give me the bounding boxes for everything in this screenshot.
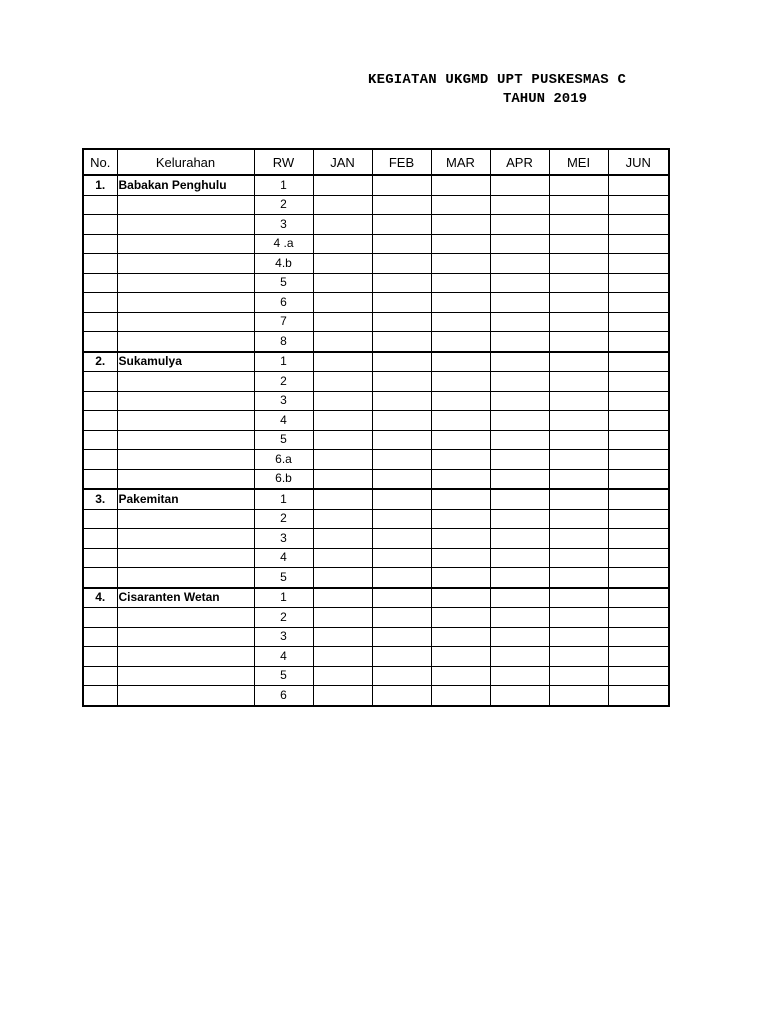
cell-mar[interactable]	[431, 293, 490, 313]
cell-no	[83, 469, 117, 489]
cell-kelurahan: Babakan Penghulu	[117, 175, 254, 195]
column-header-apr: APR	[490, 149, 549, 175]
table-row	[83, 312, 669, 332]
cell-feb[interactable]	[372, 411, 431, 431]
cell-apr[interactable]	[490, 686, 549, 706]
cell-mei[interactable]	[549, 509, 608, 529]
cell-apr[interactable]	[490, 352, 549, 372]
column-header-feb: FEB	[372, 149, 431, 175]
cell-mar[interactable]	[431, 608, 490, 628]
cell-jun[interactable]	[608, 312, 669, 332]
cell-apr[interactable]	[490, 666, 549, 686]
cell-jun[interactable]	[608, 666, 669, 686]
cell-jun[interactable]	[608, 469, 669, 489]
table-row	[83, 234, 669, 254]
cell-feb[interactable]	[372, 273, 431, 293]
column-header-jun: JUN	[608, 149, 669, 175]
cell-rw: 2	[254, 608, 313, 628]
cell-no: 4.	[83, 588, 117, 608]
cell-apr[interactable]	[490, 608, 549, 628]
activity-table	[82, 148, 670, 707]
cell-apr[interactable]	[490, 588, 549, 608]
cell-kelurahan	[117, 529, 254, 549]
cell-feb[interactable]	[372, 529, 431, 549]
cell-no	[83, 332, 117, 352]
cell-mei[interactable]	[549, 529, 608, 549]
cell-mar[interactable]	[431, 195, 490, 215]
cell-apr[interactable]	[490, 469, 549, 489]
cell-kelurahan	[117, 686, 254, 706]
cell-jun[interactable]	[608, 293, 669, 313]
cell-mar[interactable]	[431, 627, 490, 647]
table-row	[83, 215, 669, 235]
column-header-mei: MEI	[549, 149, 608, 175]
cell-rw: 2	[254, 372, 313, 392]
cell-apr[interactable]	[490, 312, 549, 332]
cell-feb[interactable]	[372, 568, 431, 588]
cell-jun[interactable]	[608, 647, 669, 667]
cell-jun[interactable]	[608, 352, 669, 372]
cell-kelurahan	[117, 293, 254, 313]
cell-rw: 4	[254, 411, 313, 431]
cell-jan[interactable]	[313, 529, 372, 549]
cell-no	[83, 627, 117, 647]
table-row	[83, 372, 669, 392]
cell-jan[interactable]	[313, 293, 372, 313]
cell-jun[interactable]	[608, 273, 669, 293]
cell-mar[interactable]	[431, 509, 490, 529]
column-header-rw: RW	[254, 149, 313, 175]
cell-kelurahan	[117, 332, 254, 352]
cell-mar[interactable]	[431, 548, 490, 568]
cell-feb[interactable]	[372, 372, 431, 392]
cell-kelurahan	[117, 450, 254, 470]
cell-feb[interactable]	[372, 391, 431, 411]
cell-no	[83, 195, 117, 215]
cell-mei[interactable]	[549, 588, 608, 608]
cell-no	[83, 450, 117, 470]
cell-rw: 2	[254, 195, 313, 215]
table-row	[83, 391, 669, 411]
cell-jun[interactable]	[608, 548, 669, 568]
cell-rw: 3	[254, 215, 313, 235]
cell-jan[interactable]	[313, 568, 372, 588]
cell-kelurahan	[117, 666, 254, 686]
cell-apr[interactable]	[490, 430, 549, 450]
cell-no	[83, 372, 117, 392]
cell-jan[interactable]	[313, 312, 372, 332]
cell-jan[interactable]	[313, 391, 372, 411]
cell-mei[interactable]	[549, 312, 608, 332]
cell-no	[83, 273, 117, 293]
cell-jan[interactable]	[313, 647, 372, 667]
table-row	[83, 175, 669, 195]
cell-jun[interactable]	[608, 372, 669, 392]
cell-jan[interactable]	[313, 175, 372, 195]
cell-no: 1.	[83, 175, 117, 195]
cell-mei[interactable]	[549, 568, 608, 588]
cell-feb[interactable]	[372, 312, 431, 332]
cell-mei[interactable]	[549, 469, 608, 489]
cell-feb[interactable]	[372, 608, 431, 628]
cell-jan[interactable]	[313, 352, 372, 372]
cell-feb[interactable]	[372, 686, 431, 706]
cell-jan[interactable]	[313, 215, 372, 235]
cell-jan[interactable]	[313, 489, 372, 509]
cell-kelurahan	[117, 548, 254, 568]
cell-rw: 4	[254, 647, 313, 667]
cell-feb[interactable]	[372, 450, 431, 470]
cell-kelurahan: Pakemitan	[117, 489, 254, 509]
column-header-no: No.	[83, 149, 117, 175]
table-row	[83, 411, 669, 431]
cell-feb[interactable]	[372, 489, 431, 509]
cell-mei[interactable]	[549, 234, 608, 254]
table-row	[83, 195, 669, 215]
cell-jun[interactable]	[608, 588, 669, 608]
cell-rw: 1	[254, 588, 313, 608]
table-row	[83, 332, 669, 352]
cell-mei[interactable]	[549, 352, 608, 372]
cell-mei[interactable]	[549, 293, 608, 313]
cell-jan[interactable]	[313, 254, 372, 274]
table-row	[83, 469, 669, 489]
cell-jan[interactable]	[313, 411, 372, 431]
cell-mar[interactable]	[431, 450, 490, 470]
cell-jun[interactable]	[608, 568, 669, 588]
cell-jan[interactable]	[313, 548, 372, 568]
cell-no	[83, 215, 117, 235]
cell-kelurahan	[117, 568, 254, 588]
cell-jan[interactable]	[313, 627, 372, 647]
cell-mar[interactable]	[431, 588, 490, 608]
cell-no	[83, 568, 117, 588]
cell-feb[interactable]	[372, 509, 431, 529]
cell-apr[interactable]	[490, 411, 549, 431]
cell-rw: 4.b	[254, 254, 313, 274]
table-row	[83, 254, 669, 274]
cell-jun[interactable]	[608, 686, 669, 706]
cell-no	[83, 529, 117, 549]
cell-jun[interactable]	[608, 489, 669, 509]
table-row	[83, 450, 669, 470]
cell-kelurahan	[117, 647, 254, 667]
cell-mar[interactable]	[431, 430, 490, 450]
cell-apr[interactable]	[490, 509, 549, 529]
cell-rw: 7	[254, 312, 313, 332]
cell-mar[interactable]	[431, 254, 490, 274]
cell-kelurahan	[117, 627, 254, 647]
cell-feb[interactable]	[372, 548, 431, 568]
cell-jun[interactable]	[608, 529, 669, 549]
cell-feb[interactable]	[372, 215, 431, 235]
table-row	[83, 627, 669, 647]
cell-rw: 5	[254, 666, 313, 686]
cell-jun[interactable]	[608, 175, 669, 195]
cell-mar[interactable]	[431, 529, 490, 549]
cell-jun[interactable]	[608, 411, 669, 431]
table-row	[83, 352, 669, 372]
cell-jun[interactable]	[608, 627, 669, 647]
cell-jun[interactable]	[608, 391, 669, 411]
cell-rw: 1	[254, 489, 313, 509]
cell-mar[interactable]	[431, 332, 490, 352]
cell-apr[interactable]	[490, 332, 549, 352]
cell-mei[interactable]	[549, 627, 608, 647]
cell-kelurahan	[117, 372, 254, 392]
cell-apr[interactable]	[490, 450, 549, 470]
cell-no	[83, 391, 117, 411]
cell-kelurahan	[117, 608, 254, 628]
cell-mei[interactable]	[549, 489, 608, 509]
table-header-row	[83, 149, 669, 175]
cell-rw: 3	[254, 391, 313, 411]
cell-jan[interactable]	[313, 332, 372, 352]
cell-mei[interactable]	[549, 411, 608, 431]
cell-rw: 6	[254, 293, 313, 313]
cell-apr[interactable]	[490, 568, 549, 588]
cell-mar[interactable]	[431, 175, 490, 195]
cell-no	[83, 254, 117, 274]
cell-mei[interactable]	[549, 608, 608, 628]
cell-mei[interactable]	[549, 175, 608, 195]
cell-no	[83, 686, 117, 706]
report-title: KEGIATAN UKGMD UPT PUSKESMAS C	[368, 72, 627, 88]
cell-rw: 8	[254, 332, 313, 352]
cell-rw: 6.a	[254, 450, 313, 470]
cell-mei[interactable]	[549, 450, 608, 470]
cell-apr[interactable]	[490, 372, 549, 392]
cell-apr[interactable]	[490, 254, 549, 274]
table-row	[83, 509, 669, 529]
cell-kelurahan: Sukamulya	[117, 352, 254, 372]
cell-no: 3.	[83, 489, 117, 509]
cell-kelurahan	[117, 215, 254, 235]
cell-mei[interactable]	[549, 273, 608, 293]
cell-mar[interactable]	[431, 273, 490, 293]
cell-feb[interactable]	[372, 666, 431, 686]
cell-rw: 6	[254, 686, 313, 706]
table-row	[83, 686, 669, 706]
cell-apr[interactable]	[490, 529, 549, 549]
cell-mar[interactable]	[431, 391, 490, 411]
table-row	[83, 430, 669, 450]
cell-jan[interactable]	[313, 195, 372, 215]
cell-jun[interactable]	[608, 234, 669, 254]
cell-no	[83, 548, 117, 568]
table-row	[83, 666, 669, 686]
cell-rw: 1	[254, 352, 313, 372]
cell-feb[interactable]	[372, 469, 431, 489]
cell-mei[interactable]	[549, 332, 608, 352]
cell-mar[interactable]	[431, 666, 490, 686]
cell-jun[interactable]	[608, 430, 669, 450]
cell-jan[interactable]	[313, 234, 372, 254]
cell-feb[interactable]	[372, 627, 431, 647]
cell-jan[interactable]	[313, 273, 372, 293]
cell-feb[interactable]	[372, 234, 431, 254]
cell-kelurahan	[117, 469, 254, 489]
cell-no	[83, 293, 117, 313]
cell-apr[interactable]	[490, 215, 549, 235]
cell-no	[83, 411, 117, 431]
cell-mei[interactable]	[549, 548, 608, 568]
cell-kelurahan	[117, 430, 254, 450]
cell-jan[interactable]	[313, 372, 372, 392]
cell-apr[interactable]	[490, 647, 549, 667]
table-row	[83, 293, 669, 313]
cell-no	[83, 608, 117, 628]
table-row	[83, 588, 669, 608]
cell-jun[interactable]	[608, 215, 669, 235]
cell-jun[interactable]	[608, 254, 669, 274]
cell-rw: 3	[254, 529, 313, 549]
cell-jan[interactable]	[313, 588, 372, 608]
cell-kelurahan	[117, 234, 254, 254]
cell-mar[interactable]	[431, 215, 490, 235]
cell-rw: 6.b	[254, 469, 313, 489]
cell-feb[interactable]	[372, 647, 431, 667]
cell-kelurahan	[117, 195, 254, 215]
cell-no	[83, 430, 117, 450]
cell-jun[interactable]	[608, 509, 669, 529]
table-row	[83, 273, 669, 293]
cell-apr[interactable]	[490, 391, 549, 411]
cell-no	[83, 666, 117, 686]
cell-feb[interactable]	[372, 195, 431, 215]
table-row	[83, 548, 669, 568]
cell-jan[interactable]	[313, 509, 372, 529]
table-body	[83, 175, 669, 706]
cell-feb[interactable]	[372, 588, 431, 608]
cell-jun[interactable]	[608, 450, 669, 470]
cell-rw: 5	[254, 273, 313, 293]
cell-feb[interactable]	[372, 175, 431, 195]
cell-kelurahan	[117, 509, 254, 529]
cell-mei[interactable]	[549, 647, 608, 667]
cell-mei[interactable]	[549, 430, 608, 450]
cell-jun[interactable]	[608, 195, 669, 215]
cell-mar[interactable]	[431, 469, 490, 489]
table-row	[83, 568, 669, 588]
cell-mei[interactable]	[549, 686, 608, 706]
cell-mar[interactable]	[431, 568, 490, 588]
cell-jan[interactable]	[313, 450, 372, 470]
cell-apr[interactable]	[490, 195, 549, 215]
cell-apr[interactable]	[490, 627, 549, 647]
cell-mar[interactable]	[431, 686, 490, 706]
cell-mar[interactable]	[431, 234, 490, 254]
cell-apr[interactable]	[490, 489, 549, 509]
column-header-mar: MAR	[431, 149, 490, 175]
column-header-jan: JAN	[313, 149, 372, 175]
cell-mar[interactable]	[431, 647, 490, 667]
cell-jan[interactable]	[313, 608, 372, 628]
cell-kelurahan	[117, 273, 254, 293]
cell-feb[interactable]	[372, 430, 431, 450]
cell-rw: 3	[254, 627, 313, 647]
cell-kelurahan	[117, 411, 254, 431]
table-row	[83, 647, 669, 667]
cell-jan[interactable]	[313, 666, 372, 686]
cell-mar[interactable]	[431, 352, 490, 372]
cell-jan[interactable]	[313, 686, 372, 706]
cell-feb[interactable]	[372, 352, 431, 372]
cell-rw: 5	[254, 568, 313, 588]
cell-jun[interactable]	[608, 332, 669, 352]
cell-mar[interactable]	[431, 411, 490, 431]
cell-rw: 2	[254, 509, 313, 529]
cell-no	[83, 647, 117, 667]
cell-feb[interactable]	[372, 254, 431, 274]
cell-apr[interactable]	[490, 273, 549, 293]
cell-mei[interactable]	[549, 195, 608, 215]
cell-no: 2.	[83, 352, 117, 372]
cell-feb[interactable]	[372, 293, 431, 313]
column-header-kelurahan: Kelurahan	[117, 149, 254, 175]
cell-no	[83, 509, 117, 529]
table-row	[83, 608, 669, 628]
cell-jan[interactable]	[313, 430, 372, 450]
table-row	[83, 489, 669, 509]
cell-rw: 4 .a	[254, 234, 313, 254]
cell-mei[interactable]	[549, 372, 608, 392]
cell-mei[interactable]	[549, 215, 608, 235]
cell-kelurahan: Cisaranten Wetan	[117, 588, 254, 608]
cell-mei[interactable]	[549, 666, 608, 686]
cell-mar[interactable]	[431, 489, 490, 509]
cell-mar[interactable]	[431, 312, 490, 332]
cell-no	[83, 312, 117, 332]
cell-no	[83, 234, 117, 254]
cell-apr[interactable]	[490, 548, 549, 568]
cell-feb[interactable]	[372, 332, 431, 352]
cell-apr[interactable]	[490, 293, 549, 313]
cell-rw: 4	[254, 548, 313, 568]
cell-kelurahan	[117, 391, 254, 411]
cell-mei[interactable]	[549, 391, 608, 411]
cell-kelurahan	[117, 312, 254, 332]
cell-kelurahan	[117, 254, 254, 274]
cell-apr[interactable]	[490, 175, 549, 195]
cell-rw: 5	[254, 430, 313, 450]
cell-mei[interactable]	[549, 254, 608, 274]
cell-jan[interactable]	[313, 469, 372, 489]
report-year: TAHUN 2019	[503, 91, 588, 107]
table-row	[83, 529, 669, 549]
cell-apr[interactable]	[490, 234, 549, 254]
cell-jun[interactable]	[608, 608, 669, 628]
cell-mar[interactable]	[431, 372, 490, 392]
cell-rw: 1	[254, 175, 313, 195]
